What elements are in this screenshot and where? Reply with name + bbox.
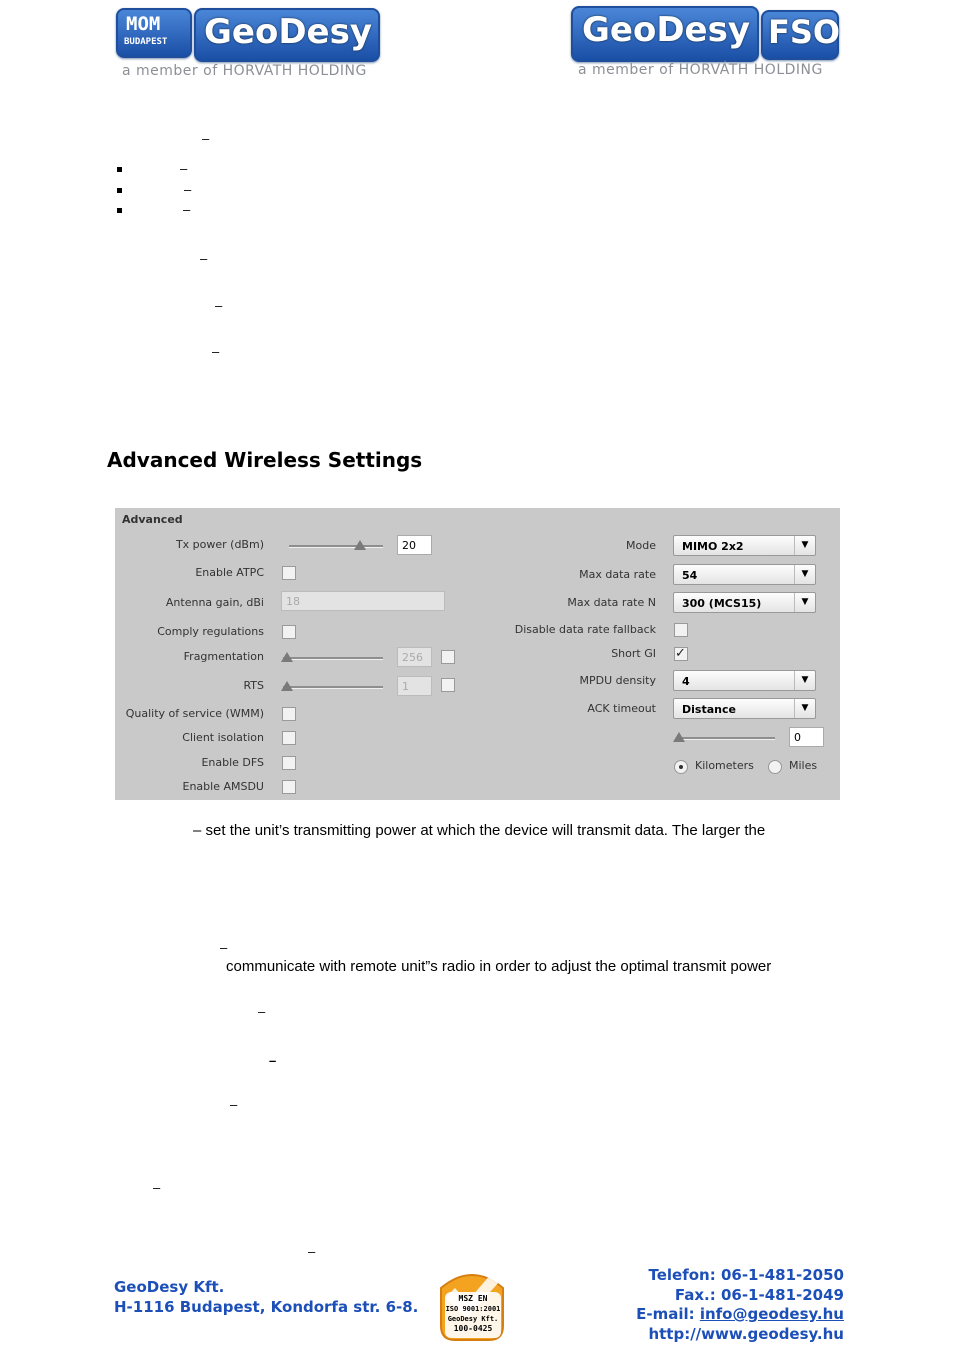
client-isolation-checkbox[interactable]: [282, 731, 296, 745]
fragmentation-slider-thumb[interactable]: [281, 652, 293, 662]
badge-line-3: GeoDesy Kft.: [447, 1315, 499, 1323]
distance-slider-track[interactable]: [677, 737, 775, 740]
panel-title: Advanced: [122, 513, 183, 526]
enable-dfs-label: Enable DFS: [201, 756, 264, 769]
dash-mark: –: [180, 161, 188, 176]
dash-mark: –: [230, 1097, 238, 1112]
tx-power-input[interactable]: 20: [397, 535, 432, 555]
chevron-down-icon: ▼: [794, 699, 815, 718]
mom-logo-text: MOM: [126, 13, 161, 35]
max-data-rate-n-label: Max data rate N: [567, 596, 656, 609]
enable-amsdu-label: Enable AMSDU: [182, 780, 264, 793]
advanced-settings-panel: [115, 508, 840, 800]
right-tagline: a member of HORVÁTH HOLDING: [578, 62, 823, 78]
badge-line-4: 100-0425: [453, 1324, 493, 1333]
miles-radio[interactable]: [768, 760, 782, 774]
comply-regulations-checkbox[interactable]: [282, 625, 296, 639]
max-data-rate-n-value: 300 (MCS15): [682, 597, 762, 610]
dash-mark: –: [184, 182, 192, 197]
kilometers-label: Kilometers: [695, 759, 754, 772]
ack-timeout-value: Distance: [682, 703, 736, 716]
atpc-description: communicate with remote unit”s radio in order to adjust the optimal transmit power: [226, 958, 772, 975]
dash-mark: –: [220, 940, 228, 955]
enable-amsdu-checkbox[interactable]: [282, 780, 296, 794]
left-tagline: a member of HORVÁTH HOLDING: [122, 63, 367, 79]
distance-slider-thumb[interactable]: [673, 732, 685, 742]
footer-email-row: [636, 1305, 844, 1325]
client-isolation-label: Client isolation: [182, 731, 264, 744]
fso-logo-text: FSO: [768, 13, 841, 51]
iso-certification-badge: [435, 1268, 509, 1342]
dash-mark: –: [183, 202, 191, 217]
footer-phone: Telefon: 06-1-481-2050: [648, 1266, 844, 1284]
tx-power-slider-thumb[interactable]: [354, 540, 366, 550]
distance-input[interactable]: 0: [789, 727, 824, 747]
bullet-icon: [117, 167, 122, 172]
footer-company-name: GeoDesy Kft.: [114, 1278, 225, 1296]
max-data-rate-select[interactable]: [673, 564, 816, 585]
bullet-icon: [117, 208, 122, 213]
dash-mark: –: [202, 131, 210, 146]
mode-value: MIMO 2x2: [682, 540, 744, 553]
chevron-down-icon: ▼: [794, 536, 815, 555]
dash-mark: –: [153, 1180, 161, 1195]
rts-input[interactable]: 1: [397, 676, 432, 696]
fragmentation-input[interactable]: 256: [397, 647, 432, 667]
dash-mark: –: [212, 344, 220, 359]
mpdu-density-label: MPDU density: [579, 674, 656, 687]
enable-dfs-checkbox[interactable]: [282, 756, 296, 770]
tx-power-slider-track[interactable]: [289, 545, 383, 548]
max-data-rate-value: 54: [682, 569, 698, 582]
mom-logo-subtext: BUDAPEST: [124, 37, 168, 47]
section-title: Advanced Wireless Settings: [107, 448, 423, 472]
antenna-gain-label: Antenna gain, dBi: [165, 596, 264, 609]
badge-line-1: MSZ EN: [458, 1294, 488, 1303]
dash-mark: –: [308, 1244, 316, 1259]
footer-address: H-1116 Budapest, Kondorfa str. 6-8.: [114, 1298, 419, 1316]
qos-label: Quality of service (WMM): [125, 707, 264, 720]
dash-mark: –: [258, 1004, 266, 1019]
miles-label: Miles: [789, 759, 818, 772]
tx-power-description-text: set the unit’s transmitting power at which the device will transmit data. The larger the: [205, 822, 766, 839]
comply-regulations-label: Comply regulations: [157, 625, 264, 638]
rts-slider-track[interactable]: [283, 686, 383, 689]
footer-email-link[interactable]: info@geodesy.hu: [699, 1305, 844, 1323]
footer-fax: Fax.: 06-1-481-2049: [674, 1285, 844, 1304]
fragmentation-slider-track[interactable]: [283, 657, 383, 660]
chevron-down-icon: ▼: [794, 593, 815, 612]
enable-atpc-label: Enable ATPC: [195, 566, 264, 579]
footer-email-label: E-mail:: [636, 1305, 700, 1323]
tx-power-description: [193, 822, 765, 839]
ack-timeout-label: ACK timeout: [587, 702, 656, 715]
mpdu-density-select[interactable]: [673, 670, 816, 691]
footer-website[interactable]: http://www.geodesy.hu: [648, 1324, 844, 1343]
short-gi-label: Short GI: [611, 647, 656, 660]
geodesy-fso-logo-text: GeoDesy: [582, 10, 751, 50]
dash-mark: –: [193, 822, 202, 839]
geodesy-logo-text: GeoDesy: [204, 12, 373, 52]
dash-mark: –: [269, 1053, 277, 1068]
disable-fallback-checkbox[interactable]: [674, 623, 688, 637]
footer-contact-block: [636, 1266, 844, 1344]
mpdu-density-value: 4: [682, 675, 690, 688]
chevron-down-icon: ▼: [794, 565, 815, 584]
rts-slider-thumb[interactable]: [281, 681, 293, 691]
ack-timeout-select[interactable]: [673, 698, 816, 719]
footer-company-block: [114, 1277, 418, 1317]
fragmentation-label: Fragmentation: [183, 650, 264, 663]
disable-fallback-label: Disable data rate fallback: [514, 623, 656, 636]
mode-select[interactable]: [673, 535, 816, 556]
badge-line-2: ISO 9001:2001: [445, 1305, 501, 1313]
mode-label: Mode: [626, 539, 656, 552]
fragmentation-checkbox[interactable]: [441, 650, 455, 664]
kilometers-radio[interactable]: [674, 760, 688, 774]
qos-checkbox[interactable]: [282, 707, 296, 721]
chevron-down-icon: ▼: [794, 671, 815, 690]
max-data-rate-n-select[interactable]: [673, 592, 816, 613]
max-data-rate-label: Max data rate: [579, 568, 656, 581]
antenna-gain-input[interactable]: 18: [281, 591, 445, 611]
bullet-icon: [117, 188, 122, 193]
rts-label: RTS: [243, 679, 264, 692]
tx-power-label: Tx power (dBm): [175, 538, 264, 551]
enable-atpc-checkbox[interactable]: [282, 566, 296, 580]
rts-checkbox[interactable]: [441, 678, 455, 692]
dash-mark: –: [215, 298, 223, 313]
short-gi-checkbox[interactable]: [674, 647, 688, 661]
dash-mark: –: [200, 251, 208, 266]
